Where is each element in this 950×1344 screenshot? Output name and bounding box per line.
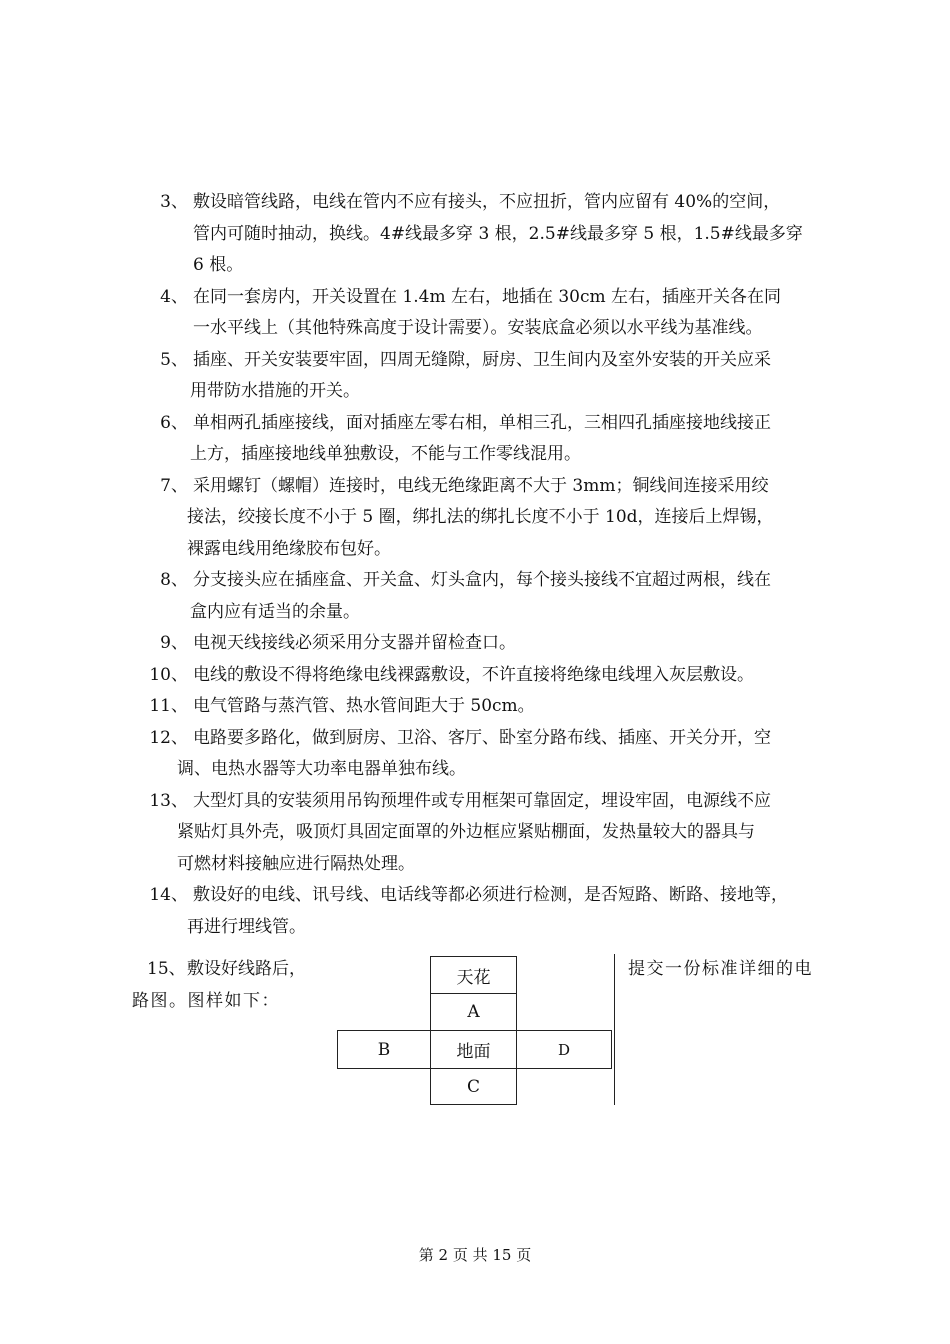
- diagram-d-label: D: [557, 1040, 571, 1059]
- item-text-line: 插座、开关安装要牢固，四周无缝隙，厨房、卫生间内及室外安装的开关应采: [193, 349, 771, 370]
- item-text-line: 分支接头应在插座盒、开关盒、灯头盒内，每个接头接线不宜超过两根，线在: [193, 570, 771, 590]
- diagram-floor-label: 地面: [456, 1042, 491, 1062]
- diagram-ceiling-cell: [430, 956, 517, 994]
- item-text-line: 敷设暗管线路，电线在管内不应有接头，不应扭折，管内应留有 40%的空间，: [193, 192, 781, 212]
- item-15-text-line2: 路图。图样如下：: [132, 991, 280, 1011]
- item-text-line: 大型灯具的安装须用吊钩预埋件或专用框架可靠固定，埋设牢固，电源线不应: [193, 790, 771, 811]
- page-footer: 第 2 页 共 15 页: [418, 1246, 532, 1264]
- item-number: 5、: [160, 349, 188, 370]
- item-15-text-left: 敷设好线路后，: [187, 959, 306, 979]
- diagram-a-cell: [430, 993, 517, 1031]
- item-text-continuation: 可燃材料接触应进行隔热处理。: [177, 853, 415, 874]
- item-number: 7、: [160, 475, 188, 496]
- item-number: 12、: [149, 727, 188, 748]
- item-text-line: 电气管路与蒸汽管、热水管间距大于 50cm。: [193, 696, 535, 716]
- item-text-line: 电线的敷设不得将绝缘电线裸露敷设，不许直接将绝缘电线埋入灰层敷设。: [193, 664, 754, 685]
- item-text-continuation: 管内可随时抽动，换线。4#线最多穿 3 根，2.5#线最多穿 5 根，1.5#线最多穿: [193, 223, 803, 244]
- item-number: 14、: [149, 885, 188, 905]
- item-number: 11、: [149, 696, 188, 716]
- item-text-continuation: 再进行埋线管。: [187, 916, 306, 937]
- item-text-line: 敷设好的电线、讯号线、电话线等都必须进行检测，是否短路、断路、接地等，: [193, 885, 788, 905]
- item-text-line: 采用螺钉（螺帽）连接时，电线无绝缘距离不大于 3mm；铜线间连接采用绞: [193, 475, 769, 496]
- item-text-continuation: 用带防水措施的开关。: [190, 381, 360, 401]
- item-text-continuation: 接法，绞接长度不小于 5 圈，绑扎法的绑扎长度不小于 10d，连接后上焊锡，: [187, 507, 774, 527]
- item-number: 10、: [149, 664, 188, 685]
- item-text-line: 在同一套房内，开关设置在 1.4m 左右，地插在 30cm 左右，插座开关各在同: [193, 286, 782, 307]
- item-15-number: 15、: [147, 959, 186, 979]
- diagram-floor-cell: [430, 1030, 517, 1069]
- diagram-a-label: A: [467, 1002, 480, 1022]
- diagram-c-cell: [430, 1068, 517, 1105]
- item-text-continuation: 裸露电线用绝缘胶布包好。: [187, 538, 391, 559]
- item-text-line: 电路要多路化，做到厨房、卫浴、客厅、卧室分路布线、插座、开关分开，空: [193, 727, 771, 748]
- diagram-b-cell: [337, 1030, 431, 1069]
- item-text-line: 电视天线接线必须采用分支器并留检查口。: [193, 633, 516, 653]
- diagram-vertical-divider: [614, 954, 615, 1105]
- item-number: 9、: [160, 633, 188, 653]
- item-number: 13、: [149, 790, 188, 811]
- diagram-b-label: B: [377, 1039, 391, 1060]
- item-number: 3、: [160, 192, 188, 212]
- item-number: 6、: [160, 412, 188, 433]
- item-text-line: 单相两孔插座接线，面对插座左零右相，单相三孔，三相四孔插座接地线接正: [193, 412, 771, 433]
- item-text-continuation: 紧贴灯具外壳，吸顶灯具固定面罩的外边框应紧贴棚面，发热量较大的器具与: [177, 822, 755, 842]
- item-number: 8、: [160, 570, 188, 590]
- item-text-continuation: 一水平线上（其他特殊高度于设计需要）。安装底盒必须以水平线为基准线。: [193, 318, 763, 338]
- item-text-continuation: 调、电热水器等大功率电器单独布线。: [177, 759, 466, 779]
- item-number: 4、: [160, 286, 188, 307]
- diagram-ceiling-label: 天花: [456, 967, 491, 988]
- diagram-c-label: C: [466, 1076, 480, 1097]
- diagram-d-cell: [516, 1030, 612, 1069]
- item-15-text-right: 提交一份标准详细的电: [628, 959, 813, 979]
- item-text-continuation: 盒内应有适当的余量。: [190, 601, 360, 622]
- item-text-continuation: 6 根。: [193, 255, 244, 275]
- item-text-continuation: 上方，插座接地线单独敷设，不能与工作零线混用。: [190, 444, 581, 464]
